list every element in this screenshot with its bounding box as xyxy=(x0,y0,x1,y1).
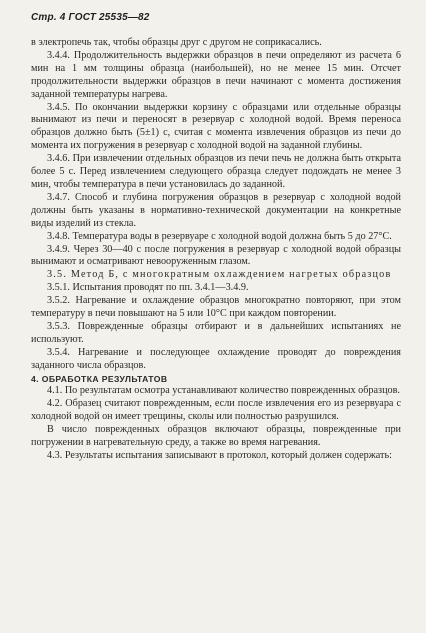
paragraph-3-5-3: 3.5.3. Поврежденные образцы отбирают и в дальнейших испытаниях не используют. xyxy=(31,320,401,345)
page-header: Стр. 4 ГОСТ 25535—82 xyxy=(31,12,150,23)
paragraph-4-2-note: В число поврежденных образцов включают образцы, поврежденные при погружении в нагревательную среду, а также во время нагревания. xyxy=(31,424,401,449)
method-b-heading: 3.5. Метод Б, с многократным охлаждением нагретых образцов xyxy=(47,269,392,281)
paragraph-3-5-2: 3.5.2. Нагревание и охлаждение образцов многократно повторяют, при этом температуру в печи повышают на 5 или 10°С при каждом повторении. xyxy=(31,295,401,320)
section-title-results: 4. ОБРАБОТКА РЕЗУЛЬТАТОВ xyxy=(31,373,168,384)
paragraph-3-4-7: 3.4.7. Способ и глубина погружения образцов в резервуар с холодной водой должны быть указаны в нормативно-технической документации на конкретные виды изделий из стекла. xyxy=(31,191,401,229)
paragraph-3-5-4: 3.5.4. Нагревание и последующее охлаждение проводят до повреждения заданного числа образцов. xyxy=(31,346,401,371)
document-body xyxy=(31,37,401,463)
paragraph-3-5-1: 3.5.1. Испытания проводят по пп. 3.4.1—3.4.9. xyxy=(47,282,249,294)
paragraph-4-3: 4.3. Результаты испытания записывают в протокол, который должен содержать: xyxy=(47,450,392,461)
paragraph-3-4-8: 3.4.8. Температура воды в резервуаре с холодной водой должна быть 5 до 27°С. xyxy=(47,230,392,242)
paragraph-3-4-6: 3.4.6. При извлечении отдельных образцов из печи печь не должна быть открыта более 5 с. Перед извлечением следующего образца следует подождать не менее 3 мин, чтобы температура в печи установилась до заданной. xyxy=(31,153,401,190)
paragraph-3-4-9: 3.4.9. Через 30—40 с после погружения в резервуар с холодной водой образцы вынимают и осматривают невооруженным глазом. xyxy=(31,243,401,268)
paragraph-3-4-4: 3.4.4. Продолжительность выдержки образцов в печи определяют из расчета 6 мин на 1 мм толщины образца (наибольшей), но не менее 15 мин. Отсчет продолжительности выдержки образцов в печи начинают с момента достижения заданной температуры нагрева. xyxy=(31,49,401,100)
paragraph-4-2: 4.2. Образец считают поврежденным, если после извлечения его из резервуара с холодной водой он имеет трещины, сколы или полностью разрушился. xyxy=(31,398,401,423)
paragraph-continuation: в электропечь так, чтобы образцы друг с другом не соприкасались. xyxy=(31,37,322,48)
paragraph-3-4-5: 3.4.5. По окончании выдержки корзину с образцами или отдельные образцы вынимают из печи и переносят в резервуар с холодной водой. Время переноса образцов должно быть (5±1) с, считая с момента извлечения образцов из печи до момента их погружения в резервуар с холодной водой на заданной глубины. xyxy=(31,101,401,152)
paragraph-4-1: 4.1. По результатам осмотра устанавливают количество поврежденных образцов. xyxy=(47,385,400,397)
